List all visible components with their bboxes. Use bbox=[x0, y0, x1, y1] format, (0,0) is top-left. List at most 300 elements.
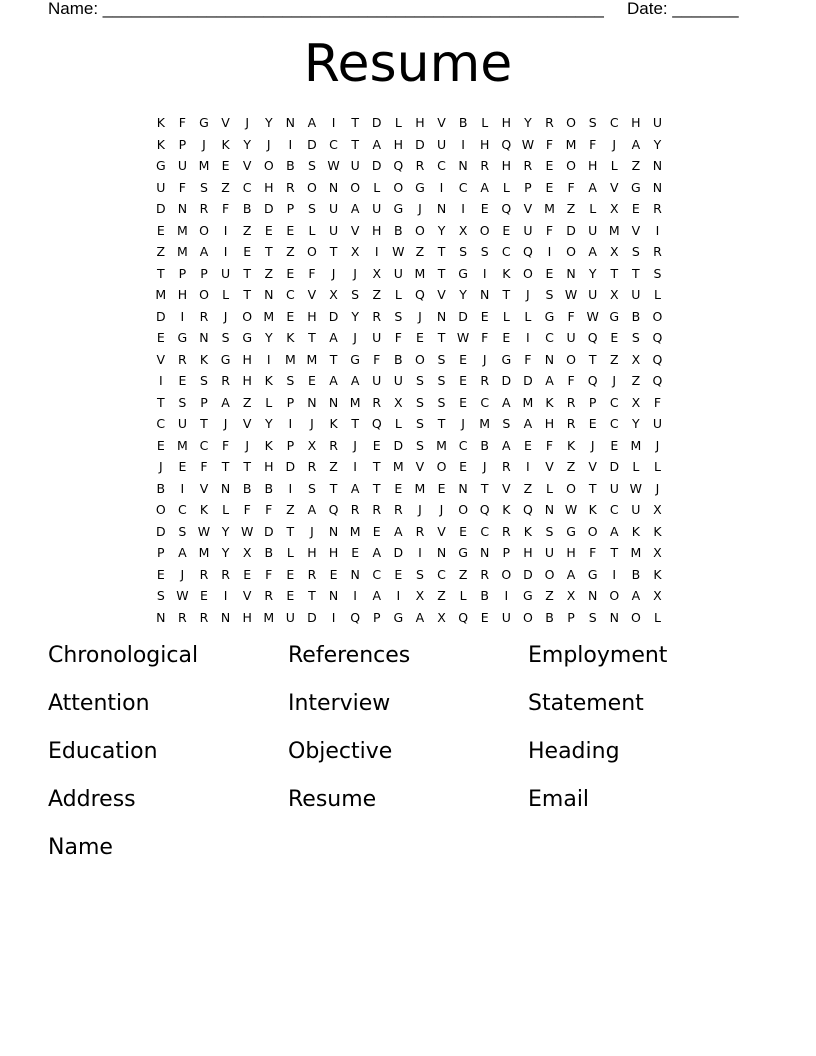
grid-letter[interactable]: X bbox=[458, 222, 468, 238]
grid-letter[interactable]: V bbox=[415, 459, 425, 475]
grid-letter[interactable]: V bbox=[502, 480, 511, 496]
grid-letter[interactable]: T bbox=[286, 523, 295, 539]
grid-letter[interactable]: G bbox=[587, 566, 598, 582]
grid-letter[interactable]: E bbox=[156, 222, 165, 238]
grid-letter[interactable]: J bbox=[331, 265, 336, 281]
grid-letter[interactable]: Z bbox=[372, 287, 382, 303]
grid-letter[interactable]: E bbox=[610, 330, 619, 346]
grid-letter[interactable]: D bbox=[328, 308, 339, 324]
grid-letter[interactable]: P bbox=[524, 179, 532, 195]
grid-letter[interactable]: N bbox=[328, 179, 339, 195]
grid-letter[interactable]: R bbox=[264, 588, 274, 604]
grid-letter[interactable]: F bbox=[221, 437, 230, 453]
grid-letter[interactable]: Q bbox=[652, 373, 663, 389]
grid-letter[interactable]: G bbox=[609, 308, 620, 324]
grid-letter[interactable]: T bbox=[351, 115, 359, 131]
grid-letter[interactable]: S bbox=[178, 523, 187, 539]
grid-letter[interactable]: Q bbox=[350, 609, 361, 625]
grid-letter[interactable]: L bbox=[222, 502, 230, 518]
grid-letter[interactable]: K bbox=[221, 136, 230, 152]
grid-letter[interactable]: R bbox=[372, 394, 382, 410]
grid-letter[interactable]: A bbox=[566, 566, 576, 582]
word-search-grid[interactable] bbox=[150, 112, 670, 624]
grid-letter[interactable]: S bbox=[307, 480, 316, 496]
grid-letter[interactable]: T bbox=[156, 265, 165, 281]
grid-letter[interactable]: T bbox=[437, 265, 446, 281]
grid-letter[interactable]: T bbox=[243, 459, 251, 475]
grid-letter[interactable]: B bbox=[545, 609, 554, 625]
grid-letter[interactable]: D bbox=[371, 158, 382, 174]
grid-letter[interactable]: J bbox=[245, 115, 250, 131]
grid-letter[interactable]: X bbox=[631, 351, 641, 367]
grid-letter[interactable]: X bbox=[394, 394, 403, 410]
grid-letter[interactable]: Y bbox=[351, 308, 359, 324]
grid-letter[interactable]: C bbox=[199, 437, 209, 453]
grid-letter[interactable]: R bbox=[178, 351, 187, 367]
grid-letter[interactable]: Y bbox=[524, 115, 532, 131]
grid-letter[interactable]: L bbox=[373, 179, 381, 195]
grid-letter[interactable]: X bbox=[631, 394, 641, 410]
grid-letter[interactable]: V bbox=[350, 222, 360, 238]
grid-letter[interactable]: V bbox=[545, 459, 554, 475]
grid-letter[interactable]: L bbox=[589, 201, 597, 217]
grid-letter[interactable]: I bbox=[266, 351, 271, 367]
grid-letter[interactable]: A bbox=[221, 394, 230, 410]
grid-letter[interactable]: B bbox=[264, 480, 274, 496]
grid-letter[interactable]: F bbox=[589, 545, 597, 561]
grid-letter[interactable]: F bbox=[567, 308, 575, 324]
grid-letter[interactable]: O bbox=[566, 115, 576, 131]
grid-letter[interactable]: X bbox=[350, 244, 360, 260]
grid-letter[interactable]: Y bbox=[632, 416, 640, 432]
grid-letter[interactable]: J bbox=[202, 136, 206, 152]
grid-letter[interactable]: X bbox=[653, 502, 662, 518]
grid-letter[interactable]: A bbox=[329, 330, 338, 346]
grid-letter[interactable]: K bbox=[502, 265, 511, 281]
grid-letter[interactable]: V bbox=[523, 201, 533, 217]
grid-letter[interactable]: U bbox=[631, 502, 641, 518]
grid-letter[interactable]: N bbox=[328, 523, 339, 539]
grid-letter[interactable]: F bbox=[545, 222, 554, 238]
grid-letter[interactable]: V bbox=[221, 115, 230, 131]
grid-letter[interactable]: I bbox=[482, 265, 487, 281]
grid-letter[interactable]: Z bbox=[221, 179, 230, 195]
grid-letter[interactable]: T bbox=[437, 330, 446, 346]
grid-letter[interactable]: B bbox=[458, 115, 468, 131]
grid-letter[interactable]: L bbox=[394, 287, 402, 303]
grid-letter[interactable]: B bbox=[394, 351, 403, 367]
grid-letter[interactable]: E bbox=[459, 394, 468, 410]
grid-letter[interactable]: G bbox=[631, 179, 641, 195]
grid-letter[interactable]: U bbox=[372, 201, 382, 217]
grid-letter[interactable]: T bbox=[243, 265, 251, 281]
grid-letter[interactable]: O bbox=[501, 566, 512, 582]
grid-letter[interactable]: Q bbox=[501, 201, 512, 217]
grid-letter[interactable]: K bbox=[156, 136, 165, 152]
grid-letter[interactable]: N bbox=[544, 351, 555, 367]
grid-letter[interactable]: J bbox=[612, 136, 617, 152]
grid-letter[interactable]: D bbox=[415, 136, 425, 152]
name-field[interactable]: Name: _____________________________________________________ bbox=[48, 0, 604, 18]
grid-letter[interactable]: S bbox=[502, 416, 511, 432]
grid-letter[interactable]: M bbox=[479, 416, 491, 432]
grid-letter[interactable]: B bbox=[480, 588, 489, 604]
grid-letter[interactable]: P bbox=[200, 394, 208, 410]
grid-letter[interactable]: G bbox=[415, 179, 425, 195]
grid-letter[interactable]: F bbox=[178, 115, 186, 131]
grid-letter[interactable]: P bbox=[178, 265, 187, 281]
grid-letter[interactable]: A bbox=[199, 244, 209, 260]
grid-letter[interactable]: R bbox=[415, 523, 425, 539]
grid-letter[interactable]: M bbox=[414, 265, 426, 281]
grid-letter[interactable]: Q bbox=[458, 609, 469, 625]
grid-letter[interactable]: N bbox=[609, 609, 619, 625]
grid-letter[interactable]: E bbox=[286, 588, 295, 604]
grid-letter[interactable]: E bbox=[588, 416, 597, 432]
grid-letter[interactable]: Z bbox=[415, 244, 425, 260]
grid-letter[interactable]: C bbox=[178, 502, 187, 518]
grid-letter[interactable]: U bbox=[393, 373, 403, 389]
grid-letter[interactable]: W bbox=[197, 523, 211, 539]
grid-letter[interactable]: M bbox=[414, 480, 426, 496]
grid-letter[interactable]: X bbox=[329, 287, 338, 303]
grid-letter[interactable]: A bbox=[394, 523, 403, 539]
grid-letter[interactable]: T bbox=[329, 351, 338, 367]
grid-letter[interactable]: M bbox=[392, 459, 404, 475]
grid-letter[interactable]: W bbox=[176, 588, 189, 604]
grid-letter[interactable]: N bbox=[264, 287, 274, 303]
date-field[interactable]: Date: _______ bbox=[627, 0, 739, 18]
grid-letter[interactable]: I bbox=[180, 308, 185, 324]
grid-letter[interactable]: D bbox=[263, 201, 274, 217]
grid-letter[interactable]: H bbox=[415, 115, 425, 131]
grid-letter[interactable]: C bbox=[609, 502, 619, 518]
grid-letter[interactable]: O bbox=[566, 158, 576, 174]
grid-letter[interactable]: H bbox=[372, 222, 382, 238]
grid-letter[interactable]: Z bbox=[566, 459, 576, 475]
grid-letter[interactable]: J bbox=[418, 502, 422, 518]
grid-letter[interactable]: F bbox=[545, 437, 554, 453]
grid-letter[interactable]: N bbox=[436, 201, 447, 217]
grid-letter[interactable]: A bbox=[415, 609, 425, 625]
grid-letter[interactable]: F bbox=[178, 179, 186, 195]
grid-letter[interactable]: E bbox=[502, 222, 511, 238]
grid-letter[interactable]: Q bbox=[587, 373, 598, 389]
grid-letter[interactable]: T bbox=[480, 480, 489, 496]
grid-letter[interactable]: E bbox=[459, 351, 468, 367]
grid-letter[interactable]: F bbox=[545, 136, 554, 152]
grid-letter[interactable]: R bbox=[307, 566, 317, 582]
grid-letter[interactable]: L bbox=[546, 480, 553, 496]
grid-letter[interactable]: C bbox=[480, 394, 490, 410]
grid-letter[interactable]: E bbox=[178, 373, 187, 389]
grid-letter[interactable]: D bbox=[155, 201, 166, 217]
grid-letter[interactable]: D bbox=[307, 136, 317, 152]
grid-letter[interactable]: F bbox=[481, 330, 489, 346]
grid-letter[interactable]: H bbox=[328, 545, 339, 561]
grid-letter[interactable]: N bbox=[199, 330, 209, 346]
grid-letter[interactable]: A bbox=[588, 244, 597, 260]
grid-letter[interactable]: H bbox=[242, 351, 252, 367]
grid-letter[interactable]: J bbox=[439, 502, 444, 518]
grid-letter[interactable]: R bbox=[221, 566, 230, 582]
grid-letter[interactable]: C bbox=[545, 330, 554, 346]
grid-letter[interactable]: J bbox=[655, 480, 660, 496]
grid-letter[interactable]: J bbox=[223, 308, 228, 324]
grid-letter[interactable]: K bbox=[588, 502, 597, 518]
grid-letter[interactable]: Z bbox=[523, 480, 533, 496]
grid-letter[interactable]: I bbox=[223, 244, 228, 260]
grid-letter[interactable]: S bbox=[307, 158, 316, 174]
grid-letter[interactable]: R bbox=[221, 373, 230, 389]
grid-letter[interactable]: R bbox=[307, 459, 317, 475]
grid-letter[interactable]: O bbox=[479, 222, 490, 238]
grid-letter[interactable]: H bbox=[177, 287, 188, 303]
grid-letter[interactable]: H bbox=[501, 158, 511, 174]
grid-letter[interactable]: S bbox=[415, 566, 424, 582]
grid-letter[interactable]: E bbox=[286, 308, 295, 324]
grid-letter[interactable]: Q bbox=[522, 244, 533, 260]
grid-letter[interactable]: G bbox=[523, 588, 533, 604]
grid-letter[interactable]: T bbox=[610, 545, 619, 561]
grid-letter[interactable]: U bbox=[501, 609, 511, 625]
grid-letter[interactable]: P bbox=[286, 437, 295, 453]
grid-letter[interactable]: J bbox=[461, 416, 465, 432]
grid-letter[interactable]: V bbox=[631, 222, 641, 238]
grid-letter[interactable]: M bbox=[306, 351, 318, 367]
grid-letter[interactable]: H bbox=[480, 136, 490, 152]
grid-letter[interactable]: X bbox=[609, 201, 619, 217]
grid-letter[interactable]: K bbox=[653, 523, 662, 539]
grid-letter[interactable]: F bbox=[394, 330, 402, 346]
grid-letter[interactable]: H bbox=[242, 609, 252, 625]
grid-letter[interactable]: A bbox=[329, 373, 338, 389]
grid-letter[interactable]: E bbox=[415, 330, 424, 346]
grid-letter[interactable]: J bbox=[353, 330, 357, 346]
grid-letter[interactable]: U bbox=[652, 115, 663, 131]
grid-letter[interactable]: N bbox=[307, 394, 317, 410]
grid-letter[interactable]: N bbox=[436, 545, 447, 561]
grid-letter[interactable]: U bbox=[631, 287, 641, 303]
grid-letter[interactable]: X bbox=[242, 545, 252, 561]
grid-letter[interactable]: L bbox=[632, 459, 640, 475]
grid-letter[interactable]: I bbox=[461, 136, 465, 152]
grid-letter[interactable]: F bbox=[373, 351, 381, 367]
grid-letter[interactable]: A bbox=[523, 416, 533, 432]
grid-letter[interactable]: U bbox=[566, 330, 576, 346]
grid-letter[interactable]: F bbox=[308, 265, 316, 281]
grid-letter[interactable]: S bbox=[200, 179, 208, 195]
grid-letter[interactable]: E bbox=[502, 330, 511, 346]
grid-letter[interactable]: M bbox=[263, 609, 275, 625]
grid-letter[interactable]: R bbox=[372, 308, 382, 324]
grid-letter[interactable]: E bbox=[286, 265, 295, 281]
grid-letter[interactable]: U bbox=[328, 201, 339, 217]
grid-letter[interactable]: Y bbox=[588, 265, 597, 281]
grid-letter[interactable]: T bbox=[372, 459, 381, 475]
grid-letter[interactable]: M bbox=[155, 287, 167, 303]
grid-letter[interactable]: A bbox=[350, 373, 360, 389]
grid-letter[interactable]: W bbox=[240, 523, 254, 539]
grid-letter[interactable]: H bbox=[264, 179, 274, 195]
grid-letter[interactable]: E bbox=[459, 523, 468, 539]
grid-letter[interactable]: Q bbox=[393, 158, 404, 174]
grid-letter[interactable]: D bbox=[285, 459, 296, 475]
grid-letter[interactable]: D bbox=[263, 523, 274, 539]
grid-letter[interactable]: A bbox=[372, 545, 382, 561]
grid-letter[interactable]: J bbox=[612, 373, 617, 389]
grid-letter[interactable]: S bbox=[588, 609, 597, 625]
grid-letter[interactable]: Y bbox=[459, 287, 467, 303]
grid-letter[interactable]: P bbox=[372, 609, 381, 625]
grid-letter[interactable]: S bbox=[286, 373, 295, 389]
grid-letter[interactable]: L bbox=[286, 545, 294, 561]
grid-letter[interactable]: R bbox=[286, 179, 295, 195]
grid-letter[interactable]: R bbox=[480, 566, 490, 582]
grid-letter[interactable]: E bbox=[156, 437, 165, 453]
grid-letter[interactable]: X bbox=[437, 609, 446, 625]
grid-letter[interactable]: A bbox=[372, 588, 382, 604]
grid-letter[interactable]: E bbox=[264, 222, 273, 238]
grid-letter[interactable]: X bbox=[609, 244, 619, 260]
grid-letter[interactable]: C bbox=[437, 158, 446, 174]
grid-letter[interactable]: L bbox=[265, 394, 273, 410]
grid-letter[interactable]: B bbox=[631, 308, 641, 324]
grid-letter[interactable]: R bbox=[199, 308, 209, 324]
grid-letter[interactable]: B bbox=[631, 566, 641, 582]
grid-letter[interactable]: S bbox=[415, 394, 424, 410]
grid-letter[interactable]: E bbox=[545, 158, 554, 174]
grid-letter[interactable]: Z bbox=[437, 588, 446, 604]
grid-letter[interactable]: N bbox=[458, 158, 468, 174]
grid-letter[interactable]: G bbox=[393, 201, 404, 217]
grid-letter[interactable]: L bbox=[653, 287, 661, 303]
grid-letter[interactable]: L bbox=[502, 308, 510, 324]
grid-letter[interactable]: Z bbox=[609, 351, 619, 367]
grid-letter[interactable]: I bbox=[223, 222, 228, 238]
grid-letter[interactable]: U bbox=[177, 416, 187, 432]
grid-letter[interactable]: L bbox=[653, 609, 661, 625]
grid-letter[interactable]: K bbox=[523, 523, 532, 539]
grid-letter[interactable]: O bbox=[199, 287, 209, 303]
grid-letter[interactable]: O bbox=[307, 179, 317, 195]
grid-letter[interactable]: S bbox=[631, 330, 640, 346]
grid-letter[interactable]: N bbox=[652, 158, 663, 174]
grid-letter[interactable]: O bbox=[587, 523, 598, 539]
grid-letter[interactable]: M bbox=[630, 545, 642, 561]
grid-letter[interactable]: D bbox=[501, 373, 512, 389]
grid-letter[interactable]: F bbox=[265, 566, 273, 582]
grid-letter[interactable]: S bbox=[351, 287, 360, 303]
grid-letter[interactable]: V bbox=[437, 287, 446, 303]
grid-letter[interactable]: Q bbox=[328, 502, 339, 518]
grid-letter[interactable]: C bbox=[458, 179, 468, 195]
grid-letter[interactable]: I bbox=[612, 566, 617, 582]
grid-letter[interactable]: S bbox=[307, 201, 316, 217]
grid-letter[interactable]: H bbox=[393, 136, 404, 152]
grid-letter[interactable]: G bbox=[393, 609, 404, 625]
grid-letter[interactable]: W bbox=[586, 308, 599, 324]
grid-letter[interactable]: S bbox=[545, 287, 554, 303]
grid-letter[interactable]: J bbox=[245, 437, 250, 453]
grid-letter[interactable]: A bbox=[178, 545, 187, 561]
grid-letter[interactable]: X bbox=[653, 588, 662, 604]
grid-letter[interactable]: D bbox=[155, 523, 166, 539]
grid-letter[interactable]: Z bbox=[286, 502, 295, 518]
grid-letter[interactable]: O bbox=[544, 566, 555, 582]
grid-letter[interactable]: T bbox=[351, 416, 359, 432]
grid-letter[interactable]: V bbox=[307, 287, 317, 303]
grid-letter[interactable]: L bbox=[308, 222, 316, 238]
grid-letter[interactable]: A bbox=[480, 179, 489, 195]
grid-letter[interactable]: O bbox=[415, 351, 425, 367]
grid-letter[interactable]: Z bbox=[545, 588, 554, 604]
grid-letter[interactable]: F bbox=[567, 179, 575, 195]
grid-letter[interactable]: Z bbox=[458, 566, 468, 582]
grid-letter[interactable]: D bbox=[393, 545, 404, 561]
grid-letter[interactable]: P bbox=[200, 265, 208, 281]
grid-letter[interactable]: O bbox=[630, 609, 641, 625]
grid-letter[interactable]: T bbox=[264, 244, 273, 260]
grid-letter[interactable]: P bbox=[286, 394, 295, 410]
grid-letter[interactable]: J bbox=[590, 437, 595, 453]
grid-letter[interactable]: J bbox=[223, 416, 228, 432]
grid-letter[interactable]: X bbox=[566, 588, 576, 604]
grid-letter[interactable]: B bbox=[286, 158, 295, 174]
grid-letter[interactable]: J bbox=[482, 459, 487, 475]
grid-letter[interactable]: K bbox=[199, 351, 209, 367]
grid-letter[interactable]: U bbox=[393, 265, 403, 281]
grid-letter[interactable]: U bbox=[221, 265, 231, 281]
grid-letter[interactable]: V bbox=[437, 523, 446, 539]
grid-letter[interactable]: G bbox=[242, 330, 253, 346]
grid-letter[interactable]: X bbox=[609, 287, 619, 303]
grid-letter[interactable]: D bbox=[523, 373, 533, 389]
grid-letter[interactable]: O bbox=[263, 158, 274, 174]
grid-letter[interactable]: U bbox=[544, 545, 555, 561]
grid-letter[interactable]: L bbox=[610, 158, 618, 174]
grid-letter[interactable]: W bbox=[629, 480, 643, 496]
grid-letter[interactable]: I bbox=[288, 416, 293, 432]
grid-letter[interactable]: T bbox=[308, 588, 316, 604]
grid-letter[interactable]: K bbox=[545, 394, 554, 410]
grid-letter[interactable]: E bbox=[243, 566, 252, 582]
grid-letter[interactable]: E bbox=[459, 373, 468, 389]
grid-letter[interactable]: D bbox=[393, 437, 404, 453]
grid-letter[interactable]: W bbox=[456, 330, 470, 346]
grid-letter[interactable]: H bbox=[242, 373, 252, 389]
grid-letter[interactable]: N bbox=[177, 201, 188, 217]
grid-letter[interactable]: G bbox=[501, 351, 512, 367]
grid-letter[interactable]: W bbox=[564, 502, 578, 518]
grid-letter[interactable]: G bbox=[544, 308, 555, 324]
grid-letter[interactable]: E bbox=[523, 437, 532, 453]
grid-letter[interactable]: T bbox=[437, 416, 446, 432]
grid-letter[interactable]: X bbox=[307, 437, 317, 453]
grid-letter[interactable]: U bbox=[177, 158, 187, 174]
grid-letter[interactable]: F bbox=[524, 351, 532, 367]
grid-letter[interactable]: A bbox=[350, 201, 360, 217]
grid-letter[interactable]: T bbox=[308, 330, 316, 346]
grid-letter[interactable]: N bbox=[285, 115, 296, 131]
grid-letter[interactable]: E bbox=[286, 566, 295, 582]
grid-letter[interactable]: N bbox=[480, 545, 490, 561]
grid-letter[interactable]: J bbox=[418, 201, 422, 217]
grid-letter[interactable]: C bbox=[480, 523, 490, 539]
grid-letter[interactable]: C bbox=[609, 115, 619, 131]
grid-letter[interactable]: R bbox=[501, 459, 511, 475]
grid-letter[interactable]: A bbox=[307, 115, 317, 131]
